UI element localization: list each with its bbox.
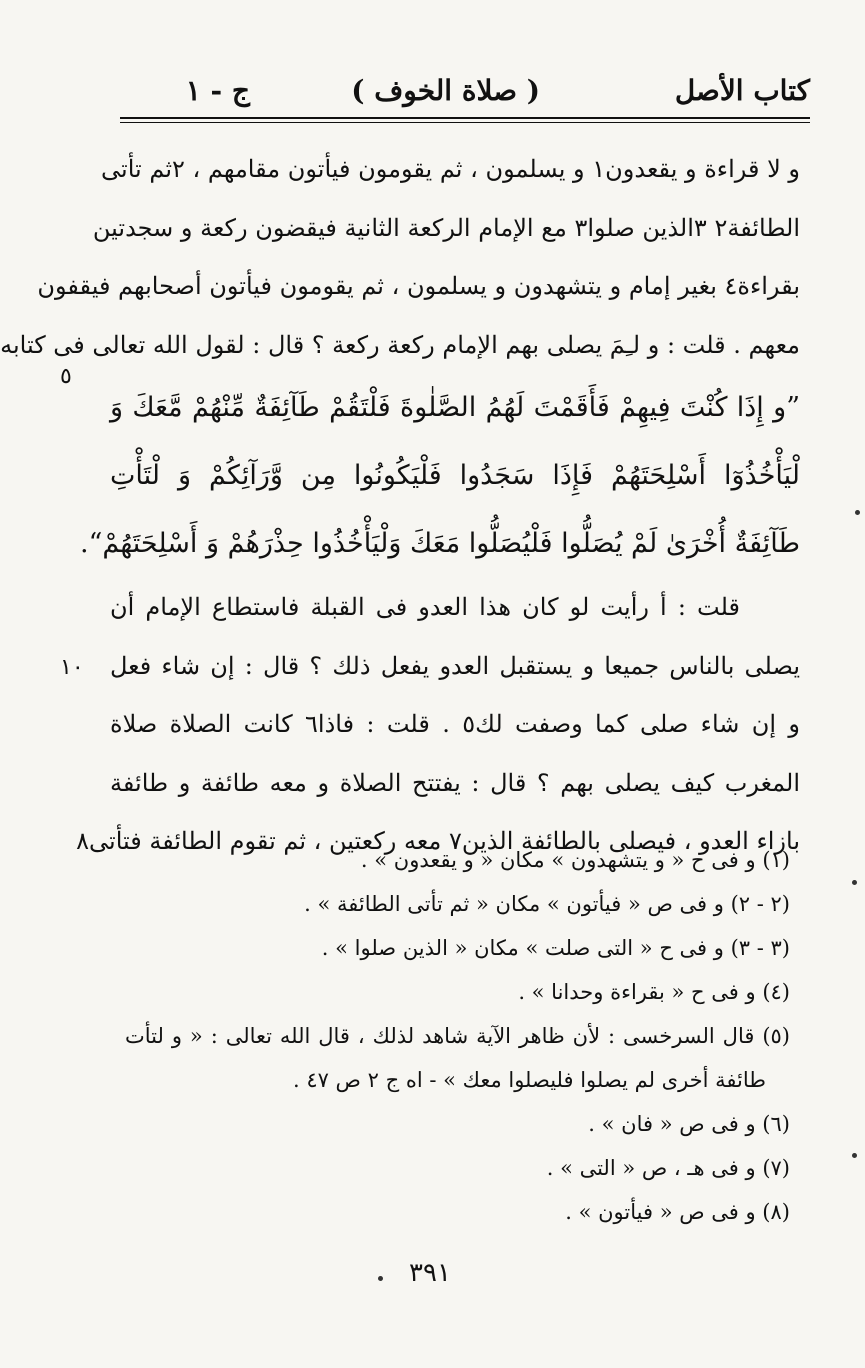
footnote-continuation: طائفة أخرى لم يصلوا فليصلوا معك » - اه ج ٢ ص ٤٧ . [292, 1068, 766, 1092]
chapter-title: ( صلاة الخوف ) [351, 74, 540, 107]
text-line: بازاء العدو ، فيصلى بالطائفة الذين٧ معه ركعتين ، ثم تقوم الطائفة فتأتى٨ [76, 827, 800, 855]
footnotes [125, 838, 790, 1234]
print-speck [378, 1276, 383, 1281]
text-line: المغرب كيف يصلى بهم ؟ قال : يفتتح الصلاة و معه طائفة و طائفة [110, 768, 800, 797]
line-number-5: ٥ [60, 364, 72, 389]
text-line: و إن شاء صلى كما وصفت لك٥ . قلت : فاذا٦ كانت الصلاة صلاة [110, 710, 800, 738]
text-line: يصلى بالناس جميعا و يستقبل العدو يفعل ذلك ؟ قال : إن شاء فعل [110, 651, 800, 680]
text-line: الطائفة٢ ٣الذين صلوا٣ مع الإمام الركعة الثانية فيقضون ركعة و سجدتين [92, 213, 800, 242]
quran-verse-line: ”و إِذَا كُنْتَ فِيهِمْ فَأَقَمْتَ لَهُمُ الصَّلٰوةَ فَلْتَقُمْ طَآئِفَةٌ مِّنْهُمْ مَّعَكَ وَ [110, 392, 800, 423]
footnote: (١) و فى ح « و يتشهدون » مكان « و يقعدون » . [360, 848, 790, 872]
footnote: (٢ - ٢) و فى ص « فيأتون » مكان « ثم تأتى الطائفة » . [304, 892, 790, 916]
text-line: قلت : أ رأيت لو كان هذا العدو فى القبلة فاستطاع الإمام أن [110, 593, 740, 621]
footnote: (٧) و فى هـ ، ص « التى » . [546, 1156, 790, 1180]
running-header [120, 70, 810, 120]
print-speck [852, 880, 857, 885]
print-speck [852, 1153, 857, 1158]
footnote: (٦) و فى ص « فان » . [588, 1112, 790, 1136]
print-speck [855, 510, 860, 515]
book-title: كتاب الأصل [674, 74, 810, 107]
quran-verse-line: طَآئِفَةٌ أُخْرَىٰ لَمْ يُصَلُّوا فَلْيُصَلُّوا مَعَكَ وَلْيَأْخُذُوا حِذْرَهُمْ وَ أَسْلِحَتَهُمْ“. [79, 528, 800, 559]
line-number-10: ١٠ [60, 655, 84, 680]
volume-number: ج - ١ [185, 74, 250, 107]
text-line: و لا قراءة و يقعدون١ و يسلمون ، ثم يقومون فيأتون مقامهم ، ٢ثم تأتى [101, 155, 800, 183]
quran-verse-line: لْيَأْخُذُوٓا أَسْلِحَتَهُمْ فَإِذَا سَجَدُوا فَلْيَكُونُوا مِن وَّرَآئِكُمْ وَ لْتَأْتِ [110, 460, 800, 491]
header-rule-thin [120, 122, 810, 123]
page-number: ٣٩١ [409, 1258, 451, 1288]
footnote: (٨) و فى ص « فيأتون » . [565, 1200, 790, 1224]
header-rule [120, 117, 810, 119]
text-line: معهم . قلت : و لـِمَ يصلى بهم الإمام ركعة ركعة ؟ قال : لقول الله تعالى فى كتابه [0, 330, 800, 359]
footnote: (٥) قال السرخسى : لأن ظاهر الآية شاهد لذلك ، قال الله تعالى : « و لتأت [125, 1024, 790, 1048]
footnote: (٣ - ٣) و فى ح « التى صلت » مكان « الذين صلوا » . [321, 936, 790, 960]
text-line: بقراءة٤ بغير إمام و يتشهدون و يسلمون ، ثم يقومون فيأتون أصحابهم فيقفون [37, 272, 800, 300]
footnote: (٤) و فى ح « بقراءة وحدانا » . [518, 980, 790, 1004]
